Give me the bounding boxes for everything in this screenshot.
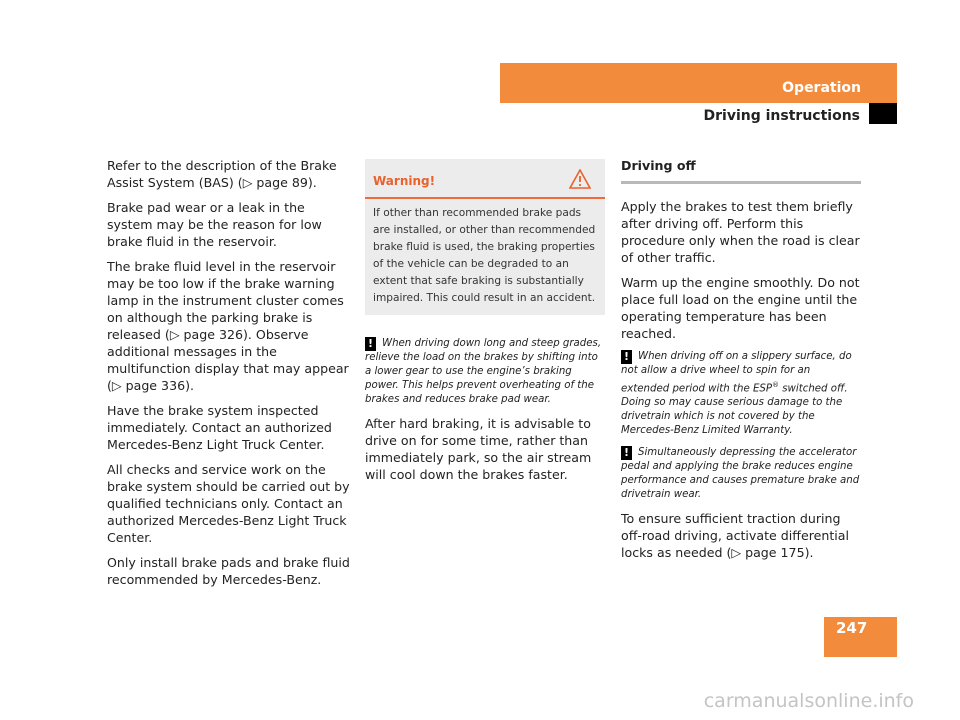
page-number-box xyxy=(824,617,897,657)
paragraph: Only install brake pads and brake fluid recommended by Mercedes-Benz. xyxy=(107,555,350,587)
column-middle xyxy=(365,159,605,491)
warning-title: Warning! xyxy=(373,174,436,188)
paragraph: Warm up the engine smoothly. Do not place full load on the engine until the operating temperature has been reached. xyxy=(621,275,860,341)
column-right xyxy=(621,157,861,569)
note-text: When driving down long and steep grades, relieve the load on the brakes by shifting into a lower gear to use the engine’s braking power. This helps prevent overheating of the brakes and reduces brake pad wear. xyxy=(365,338,602,405)
column-left xyxy=(107,157,351,596)
paragraph: Refer to the description of the Brake Assist System (BAS) (▷ page 89). xyxy=(107,158,337,190)
paragraph: Have the brake system inspected immediately. Contact an authorized Mercedes-Benz Light Truck Center. xyxy=(107,403,332,452)
note-text: Simultaneously depressing the accelerator pedal and applying the brake reduces engine performance and causes premature brake and drivetrain wear. xyxy=(621,447,860,501)
section-title: Operation xyxy=(782,80,861,96)
warning-triangle-icon xyxy=(569,169,591,189)
note xyxy=(365,337,605,407)
section-heading: Driving off xyxy=(621,157,861,184)
warning-body: If other than recommended brake pads are installed, or other than recommended brake fluid is used, the braking properties of the vehicle can be degraded to an extent that safe braking is substantially impaired. This could result in an accident. xyxy=(373,207,596,304)
note xyxy=(621,350,861,438)
watermark: carmanualsonline.info xyxy=(703,690,914,712)
note xyxy=(621,446,861,502)
paragraph: All checks and service work on the brake system should be carried out by qualified technicians only. Contact an authorized Mercedes-Benz Light Truck Center. xyxy=(107,462,350,545)
paragraph: The brake fluid level in the reservoir may be too low if the brake warning lamp in the instrument cluster comes on although the parking brake is released (▷ page 326). Observe additional messages in the multifunction display that may appear (▷ page 336). xyxy=(107,259,349,393)
note-text: When driving off on a slippery surface, do not allow a drive wheel to spin for an extended period with the ESP xyxy=(621,351,852,395)
header-bar xyxy=(500,63,897,103)
header-marker xyxy=(869,103,897,124)
page-number: 247 xyxy=(836,619,868,637)
exclamation-icon: ! xyxy=(621,350,632,364)
paragraph: To ensure sufficient traction during off-road driving, activate differential locks as needed (▷ page 175). xyxy=(621,511,849,561)
exclamation-icon: ! xyxy=(365,337,376,351)
exclamation-icon: ! xyxy=(621,446,632,460)
paragraph: Apply the brakes to test them briefly after driving off. Perform this procedure only when the road is clear of other traffic. xyxy=(621,199,860,265)
warning-header xyxy=(365,159,605,199)
note-text: switched off. Doing so may cause serious damage to the drivetrain which is not covered by the Mercedes-Benz Limited Warranty. xyxy=(621,383,848,437)
page-subtitle: Driving instructions xyxy=(703,108,860,124)
registered-mark: ® xyxy=(772,381,780,389)
warning-box xyxy=(365,159,605,315)
paragraph: Brake pad wear or a leak in the system may be the reason for low brake fluid in the reservoir. xyxy=(107,200,322,249)
paragraph: After hard braking, it is advisable to drive on for some time, rather than immediately park, so the air stream will cool down the brakes faster. xyxy=(365,416,592,482)
